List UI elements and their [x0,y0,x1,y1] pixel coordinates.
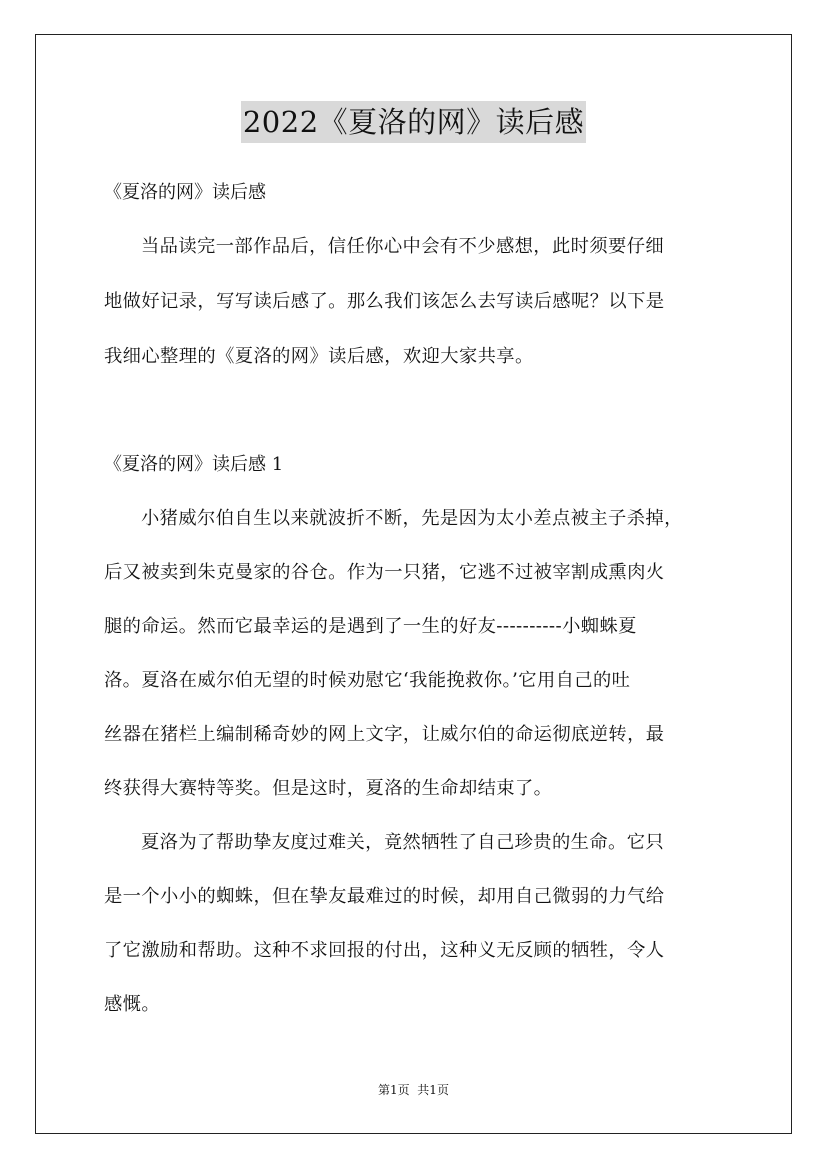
paragraph1-line: 后又被卖到朱克曼家的谷仓。作为一只猪，它逃不过被宰割成熏肉火 [104,562,665,583]
paragraph2-line: 是一个小小的蜘蛛，但在挚友最难过的时候，却用自己微弱的力气给 [104,886,665,907]
intro-line: 我细心整理的《夏洛的网》读后感，欢迎大家共享。 [104,346,534,367]
document-title: 2022《夏洛的网》读后感 [241,101,586,143]
paragraph1-line: 丝器在猪栏上编制稀奇妙的网上文字，让威尔伯的命运彻底逆转，最 [104,724,665,745]
paragraph2-line: 夏洛为了帮助挚友度过难关，竟然牺牲了自己珍贵的生命。它只 [141,832,665,853]
paragraph1-line: 腿的命运。然而它最幸运的是遇到了一生的好友----------小蜘蛛夏 [104,616,637,637]
paragraph2-line: 感慨。 [104,994,161,1015]
section-heading: 《夏洛的网》读后感 1 [104,454,284,475]
paragraph1-line: 洛。夏洛在威尔伯无望的时候劝慰它‘我能挽救你。’它用自己的吐 [104,670,631,691]
paragraph1-line: 小猪威尔伯自生以来就波折不断，先是因为太小差点被主子杀掉， [141,508,683,529]
intro-line: 当品读完一部作品后，信任你心中会有不少感想，此时须要仔细 [141,236,665,257]
title-container [0,101,827,143]
paragraph2-line: 了它激励和帮助。这种不求回报的付出，这种义无反顾的牺牲，令人 [104,940,665,961]
document-subheading: 《夏洛的网》读后感 [104,182,266,203]
page-footer: 第1页 共1页 [378,1083,449,1097]
intro-line: 地做好记录，写写读后感了。那么我们该怎么去写读后感呢？以下是 [104,291,665,312]
paragraph1-line: 终获得大赛特等奖。但是这时，夏洛的生命却结束了。 [104,778,553,799]
